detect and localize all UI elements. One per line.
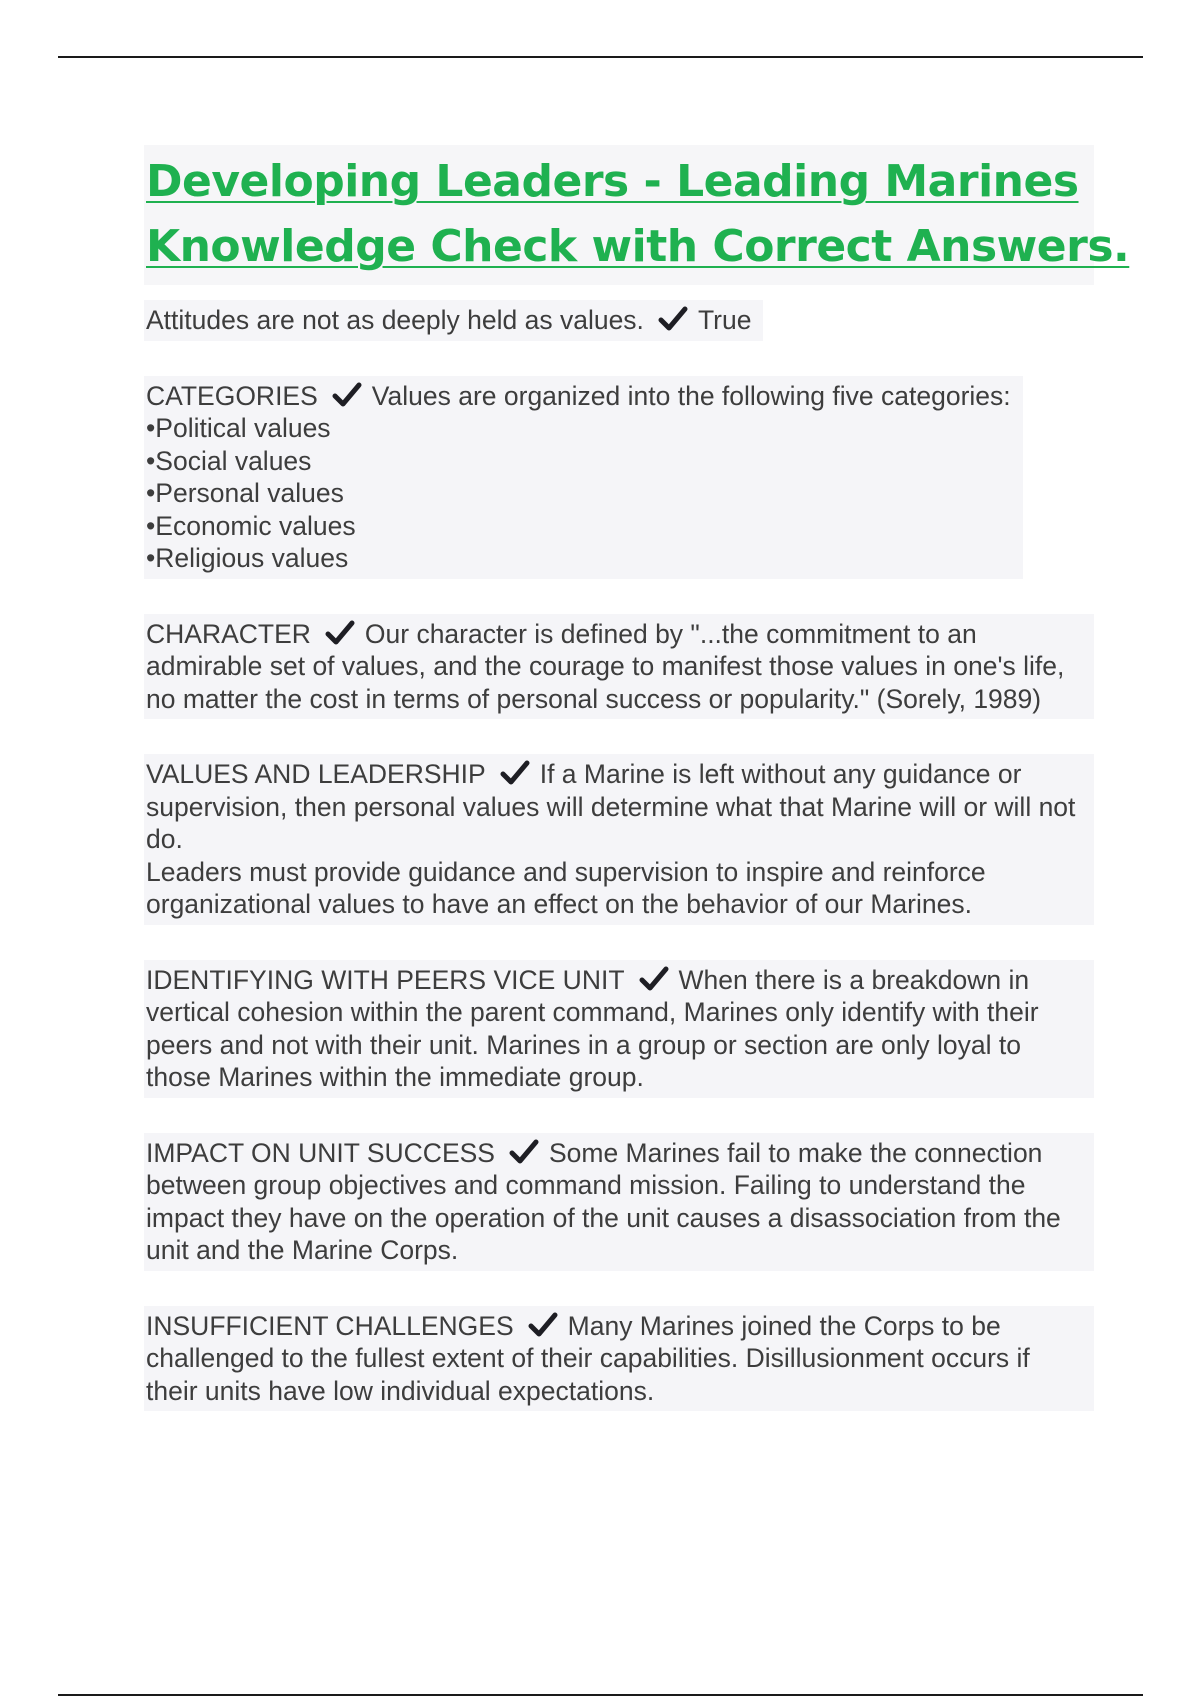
answer-text: Some Marines fail to make the connection between group objectives and command mission. Failing to understand the impact they have on the operation of the unit causes a disassociation from the unit and the Marine Corps. xyxy=(146,1137,1061,1265)
check-icon xyxy=(658,306,688,332)
title-line-2: Knowledge Check with Correct Answers. xyxy=(146,221,1130,272)
list-item: •Economic values xyxy=(146,510,356,541)
question-text: VALUES AND LEADERSHIP xyxy=(146,759,486,789)
qa-item-categories xyxy=(144,376,1023,579)
answer-text: Our character is defined by "...the commitment to an admirable set of values, and the courage to manifest those values in one's life, no matter the cost in terms of personal success or popularity." (Sorely, 1989) xyxy=(146,618,1065,714)
qa-item-impact-on-unit-success xyxy=(144,1133,1094,1271)
answer-text-continued: Leaders must provide guidance and supervision to inspire and reinforce organizational values to have an effect on the behavior of our Marines. xyxy=(146,856,986,919)
answer-text: True xyxy=(697,305,752,335)
answer-text: Many Marines joined the Corps to be challenged to the fullest extent of their capabilities. Disillusionment occurs if their units have low individual expectations. xyxy=(146,1310,1030,1406)
check-icon xyxy=(500,760,530,786)
check-icon xyxy=(332,382,362,408)
list-item: •Personal values xyxy=(146,478,344,508)
qa-list xyxy=(144,300,1094,1446)
qa-item-character xyxy=(144,614,1094,720)
bottom-rule xyxy=(58,1694,1143,1696)
qa-item-values-and-leadership xyxy=(144,754,1094,925)
qa-item-attitudes xyxy=(144,300,763,341)
answer-text: Values are organized into the following five categories: xyxy=(371,380,1011,411)
list-item: •Social values xyxy=(146,445,312,476)
answer-text: If a Marine is left without any guidance or supervision, then personal values will determine what that Marine will or will not do. xyxy=(146,759,1076,854)
check-icon xyxy=(509,1139,539,1165)
check-icon xyxy=(639,966,669,992)
question-text: IDENTIFYING WITH PEERS VICE UNIT xyxy=(146,964,625,995)
qa-item-insufficient-challenges xyxy=(144,1306,1094,1412)
question-text: INSUFFICIENT CHALLENGES xyxy=(146,1310,514,1341)
top-rule xyxy=(58,56,1143,58)
title-line-1: Developing Leaders - Leading Marines xyxy=(146,156,1079,207)
answer-text: When there is a breakdown in vertical cohesion within the parent command, Marines only identify with their peers and not with their unit. Marines in a group or section are only loyal to those Marines within the immediate group. xyxy=(146,964,1039,1092)
question-text: IMPACT ON UNIT SUCCESS xyxy=(146,1137,495,1168)
question-text: CATEGORIES xyxy=(146,380,318,411)
check-icon xyxy=(325,620,355,646)
list-item: •Religious values xyxy=(146,543,349,573)
list-item: •Political values xyxy=(146,413,331,443)
qa-item-identifying-with-peers xyxy=(144,960,1094,1098)
document-title xyxy=(144,145,1130,285)
question-text: Attitudes are not as deeply held as values. xyxy=(146,305,644,335)
question-text: CHARACTER xyxy=(146,618,311,649)
check-icon xyxy=(528,1312,558,1338)
